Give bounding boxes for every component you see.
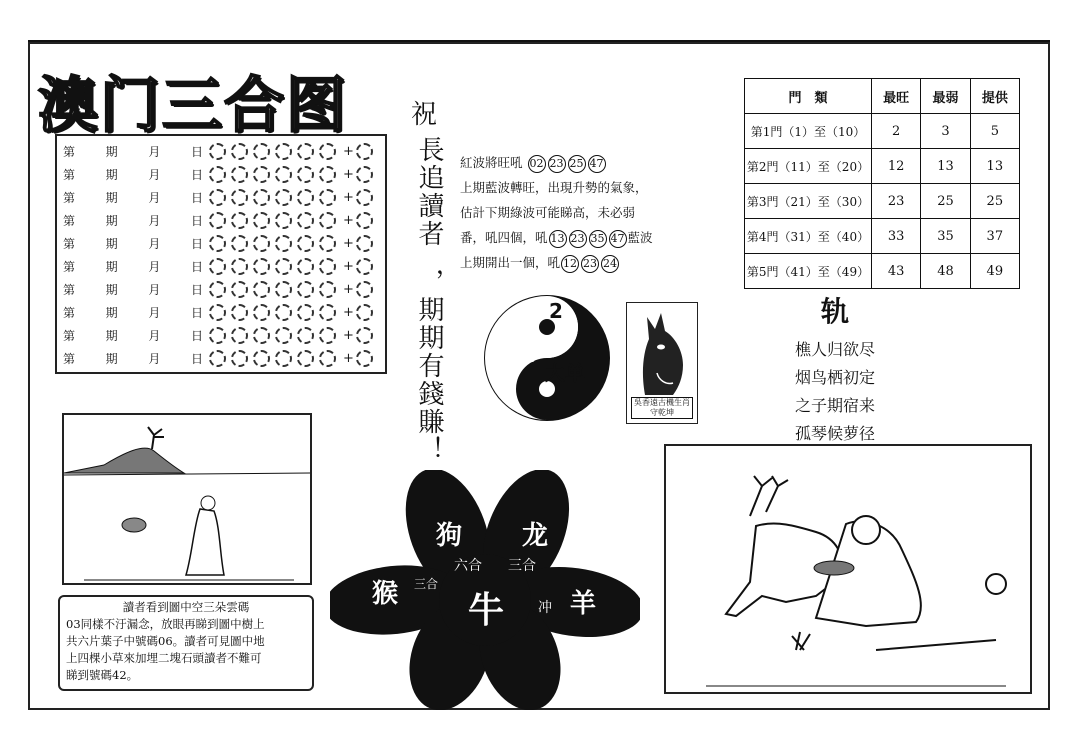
grid-label-char: 期 xyxy=(105,237,118,251)
grid-label-char: 第 xyxy=(63,329,76,343)
number-slot xyxy=(209,212,226,229)
door-row xyxy=(745,219,1020,254)
grid-label-char: 期 xyxy=(105,283,118,297)
grid-row-label xyxy=(63,235,209,252)
circled-number: 35 xyxy=(589,230,607,248)
riddle-line: 上四棵小草來加埋二塊石頭讀者不難可 xyxy=(66,651,262,665)
deer-monk-drawing xyxy=(666,446,1030,692)
grid-row-label xyxy=(63,350,209,367)
plus-sign: + xyxy=(343,282,354,297)
number-slot xyxy=(209,258,226,275)
number-slot xyxy=(231,166,248,183)
special-number-slot xyxy=(356,189,373,206)
number-slot xyxy=(209,281,226,298)
grid-label-char: 月 xyxy=(148,214,161,228)
door-row xyxy=(745,114,1020,149)
door-min: 13 xyxy=(921,149,970,184)
circled-number: 23 xyxy=(581,255,599,273)
number-slot xyxy=(319,304,336,321)
number-slot xyxy=(297,350,314,367)
riddle-line: 共六片葉子中號碼06。讀者可見圖中地 xyxy=(66,634,265,648)
grid-label-char: 月 xyxy=(148,260,161,274)
grid-label-char: 期 xyxy=(105,145,118,159)
yinyang-animal: 虎 xyxy=(505,333,535,368)
number-slot xyxy=(319,258,336,275)
door-give: 37 xyxy=(970,219,1019,254)
door-label: 第3門（21）至（30） xyxy=(745,184,872,219)
number-slot xyxy=(275,350,292,367)
hint-line-4: 番，吼四個，吼 13 23 35 47 藍波 xyxy=(460,225,730,250)
riddle-line: 03同樣不汙漏念，放眼再睇到圖中樹上 xyxy=(66,617,265,631)
number-slot xyxy=(253,304,270,321)
illustration-hill-scene xyxy=(62,413,312,585)
number-slot xyxy=(253,327,270,344)
col-header: 提供 xyxy=(970,79,1019,114)
number-slot xyxy=(319,189,336,206)
number-slot xyxy=(231,235,248,252)
door-min: 35 xyxy=(921,219,970,254)
illustration-deer-monk xyxy=(664,444,1032,694)
plus-sign: + xyxy=(343,328,354,343)
grid-label-char: 月 xyxy=(148,306,161,320)
number-slot xyxy=(209,166,226,183)
grid-label-char: 期 xyxy=(105,191,118,205)
number-slot xyxy=(253,235,270,252)
number-slot xyxy=(231,143,248,160)
number-slot xyxy=(253,189,270,206)
blessing-col1: 長追讀者 xyxy=(414,136,444,248)
number-slot xyxy=(297,281,314,298)
grid-row-label xyxy=(63,189,209,206)
grid-label-char: 期 xyxy=(105,352,118,366)
special-number-slot xyxy=(356,212,373,229)
grid-row xyxy=(63,163,379,186)
number-slot xyxy=(297,235,314,252)
circled-number: 25 xyxy=(568,155,586,173)
door-label: 第4門（31）至（40） xyxy=(745,219,872,254)
plus-sign: + xyxy=(343,351,354,366)
door-give: 13 xyxy=(970,149,1019,184)
grid-row xyxy=(63,278,379,301)
blessing-col2: ，期期有錢賺！ xyxy=(414,268,444,464)
door-give: 25 xyxy=(970,184,1019,219)
door-min: 48 xyxy=(921,254,970,289)
zodiac-flower xyxy=(330,470,640,710)
hint-line-3: 估計下期綠波可能睇高，未必弱 xyxy=(460,205,636,220)
grid-label-char: 月 xyxy=(148,168,161,182)
special-number-slot xyxy=(356,350,373,367)
plus-sign: + xyxy=(343,167,354,182)
flower-sanhe-2: 三合 xyxy=(414,577,439,591)
hint-line-2: 上期藍波轉旺，出現升勢的氣象， xyxy=(460,180,648,195)
number-slot xyxy=(297,212,314,229)
door-max: 33 xyxy=(872,219,921,254)
door-max: 23 xyxy=(872,184,921,219)
grid-label-char: 月 xyxy=(148,237,161,251)
flower-ox: 牛 xyxy=(468,589,505,631)
special-number-slot xyxy=(356,327,373,344)
grid-label-char: 日 xyxy=(190,191,203,205)
grid-row-label xyxy=(63,143,209,160)
number-slot xyxy=(209,350,226,367)
poem-line: 烟鸟栖初定 xyxy=(794,368,875,387)
number-slot xyxy=(209,304,226,321)
col-header: 門 類 xyxy=(745,79,872,114)
number-slot xyxy=(275,189,292,206)
grid-label-char: 月 xyxy=(148,145,161,159)
door-min: 3 xyxy=(921,114,970,149)
number-slot xyxy=(319,166,336,183)
grid-label-char: 日 xyxy=(190,260,203,274)
door-label: 第2門（11）至（20） xyxy=(745,149,872,184)
door-row xyxy=(745,149,1020,184)
door-give: 5 xyxy=(970,114,1019,149)
special-number-slot xyxy=(356,281,373,298)
flower-monkey: 猴 xyxy=(372,579,399,609)
page-title: 澳门三合图 xyxy=(38,71,348,141)
special-number-slot xyxy=(356,304,373,321)
grid-label-char: 第 xyxy=(63,145,76,159)
hint-block xyxy=(460,150,730,275)
special-number-slot xyxy=(356,166,373,183)
poem-line: 之子期宿来 xyxy=(794,396,875,415)
plus-sign: + xyxy=(343,213,354,228)
grid-label-char: 期 xyxy=(105,168,118,182)
horse-card xyxy=(626,302,698,424)
col-header: 最旺 xyxy=(872,79,921,114)
number-slot xyxy=(319,143,336,160)
grid-label-char: 第 xyxy=(63,191,76,205)
riddle-box xyxy=(58,595,314,691)
number-slot xyxy=(253,166,270,183)
flower-sanhe: 三合 xyxy=(508,558,536,574)
grid-label-char: 日 xyxy=(190,237,203,251)
number-slot xyxy=(253,281,270,298)
flower-dog: 狗 xyxy=(436,521,463,551)
number-slot xyxy=(209,189,226,206)
number-slot xyxy=(297,143,314,160)
col-header: 最弱 xyxy=(921,79,970,114)
door-give: 49 xyxy=(970,254,1019,289)
circled-number: 12 xyxy=(561,255,579,273)
number-slot xyxy=(297,304,314,321)
special-number-slot xyxy=(356,258,373,275)
grid-label-char: 日 xyxy=(190,168,203,182)
grid-row-label xyxy=(63,304,209,321)
number-slot xyxy=(231,189,248,206)
circled-number: 13 xyxy=(549,230,567,248)
hint-line-1: 紅波將旺吼 02 23 25 47 xyxy=(460,150,730,175)
circled-number: 47 xyxy=(588,155,606,173)
number-slot xyxy=(297,166,314,183)
grid-row-label xyxy=(63,258,209,275)
number-slot xyxy=(275,281,292,298)
grid-row xyxy=(63,347,379,370)
grid-label-char: 第 xyxy=(63,352,76,366)
grid-row xyxy=(63,209,379,232)
number-slot xyxy=(209,327,226,344)
grid-label-char: 日 xyxy=(190,352,203,366)
circled-number: 02 xyxy=(528,155,546,173)
grid-row xyxy=(63,324,379,347)
yinyang-num1: 2 xyxy=(549,299,563,323)
grid-row-label xyxy=(63,212,209,229)
landscape-drawing xyxy=(64,415,310,583)
number-slot xyxy=(319,212,336,229)
grid-label-char: 第 xyxy=(63,283,76,297)
riddle-line: 睇到號碼42。 xyxy=(66,668,139,682)
riddle-heading: 讀者看到圖中空三朵雲碼 xyxy=(122,600,250,614)
yinyang-num2: 9 xyxy=(549,329,563,353)
grid-row xyxy=(63,186,379,209)
horse-caption: 吳香遠古機生肖守乾坤 xyxy=(631,397,693,419)
grid-label-char: 第 xyxy=(63,306,76,320)
number-slot xyxy=(275,258,292,275)
grid-label-char: 日 xyxy=(190,329,203,343)
number-slot xyxy=(253,143,270,160)
number-slot xyxy=(297,189,314,206)
grid-row-label xyxy=(63,327,209,344)
grid-label-char: 第 xyxy=(63,168,76,182)
door-row xyxy=(745,184,1020,219)
door-label: 第5門（41）至（49） xyxy=(745,254,872,289)
grid-label-char: 期 xyxy=(105,306,118,320)
grid-label-char: 日 xyxy=(190,283,203,297)
grid-row-label xyxy=(63,166,209,183)
grid-label-char: 期 xyxy=(105,260,118,274)
number-slot xyxy=(253,350,270,367)
circled-number: 47 xyxy=(609,230,627,248)
blessing-zhu: 祝 xyxy=(410,100,437,130)
grid-row-label xyxy=(63,281,209,298)
grid-label-char: 期 xyxy=(105,214,118,228)
yinyang-emblem xyxy=(483,294,611,422)
door-row xyxy=(745,254,1020,289)
grid-label-char: 日 xyxy=(190,145,203,159)
number-slot xyxy=(231,350,248,367)
plus-sign: + xyxy=(343,236,354,251)
special-number-slot xyxy=(356,235,373,252)
number-slot xyxy=(297,258,314,275)
door-label: 第1門（1）至（10） xyxy=(745,114,872,149)
plus-sign: + xyxy=(343,190,354,205)
number-slot xyxy=(231,281,248,298)
flower-goat: 羊 xyxy=(570,589,597,619)
number-slot xyxy=(231,258,248,275)
doors-header-row xyxy=(745,79,1020,114)
door-max: 2 xyxy=(872,114,921,149)
flower-dragon: 龙 xyxy=(522,521,549,551)
poem-line: 樵人归欲尽 xyxy=(794,340,875,359)
blessing xyxy=(396,100,452,130)
number-slot xyxy=(297,327,314,344)
poem-title: 轨 xyxy=(820,295,849,328)
number-slot xyxy=(319,235,336,252)
number-slot xyxy=(209,143,226,160)
grid-label-char: 第 xyxy=(63,260,76,274)
number-slot xyxy=(275,235,292,252)
grid-row xyxy=(63,232,379,255)
grid-label-char: 月 xyxy=(148,352,161,366)
number-slot xyxy=(275,304,292,321)
grid-row xyxy=(63,255,379,278)
grid-label-char: 月 xyxy=(148,283,161,297)
flower-chong: 冲 xyxy=(538,600,552,616)
door-max: 12 xyxy=(872,149,921,184)
grid-label-char: 日 xyxy=(190,306,203,320)
number-slot xyxy=(319,281,336,298)
flower-liuhe: 六合 xyxy=(454,558,482,574)
special-number-slot xyxy=(356,143,373,160)
record-grid xyxy=(55,134,387,374)
number-slot xyxy=(231,327,248,344)
grid-row xyxy=(63,140,379,163)
grid-label-char: 月 xyxy=(148,329,161,343)
grid-row xyxy=(63,301,379,324)
circled-number: 24 xyxy=(601,255,619,273)
grid-label-char: 日 xyxy=(190,214,203,228)
number-slot xyxy=(319,350,336,367)
number-slot xyxy=(253,212,270,229)
grid-label-char: 第 xyxy=(63,214,76,228)
grid-label-char: 月 xyxy=(148,191,161,205)
poem xyxy=(780,290,890,448)
circled-number: 23 xyxy=(548,155,566,173)
number-slot xyxy=(275,143,292,160)
door-max: 43 xyxy=(872,254,921,289)
grid-label-char: 期 xyxy=(105,329,118,343)
number-slot xyxy=(253,258,270,275)
plus-sign: + xyxy=(343,305,354,320)
plus-sign: + xyxy=(343,144,354,159)
yinyang-tag: 大单 xyxy=(545,361,585,385)
number-slot xyxy=(275,166,292,183)
hint-line-5: 上期開出一個，吼 12 23 24 xyxy=(460,250,730,275)
door-min: 25 xyxy=(921,184,970,219)
number-slot xyxy=(275,327,292,344)
number-slot xyxy=(275,212,292,229)
number-slot xyxy=(319,327,336,344)
poem-line: 孤琴候萝径 xyxy=(794,424,875,443)
plus-sign: + xyxy=(343,259,354,274)
horse-head-icon xyxy=(627,303,695,399)
number-slot xyxy=(231,304,248,321)
doors-table xyxy=(744,78,1020,289)
grid-label-char: 第 xyxy=(63,237,76,251)
number-slot xyxy=(231,212,248,229)
number-slot xyxy=(209,235,226,252)
circled-number: 23 xyxy=(569,230,587,248)
